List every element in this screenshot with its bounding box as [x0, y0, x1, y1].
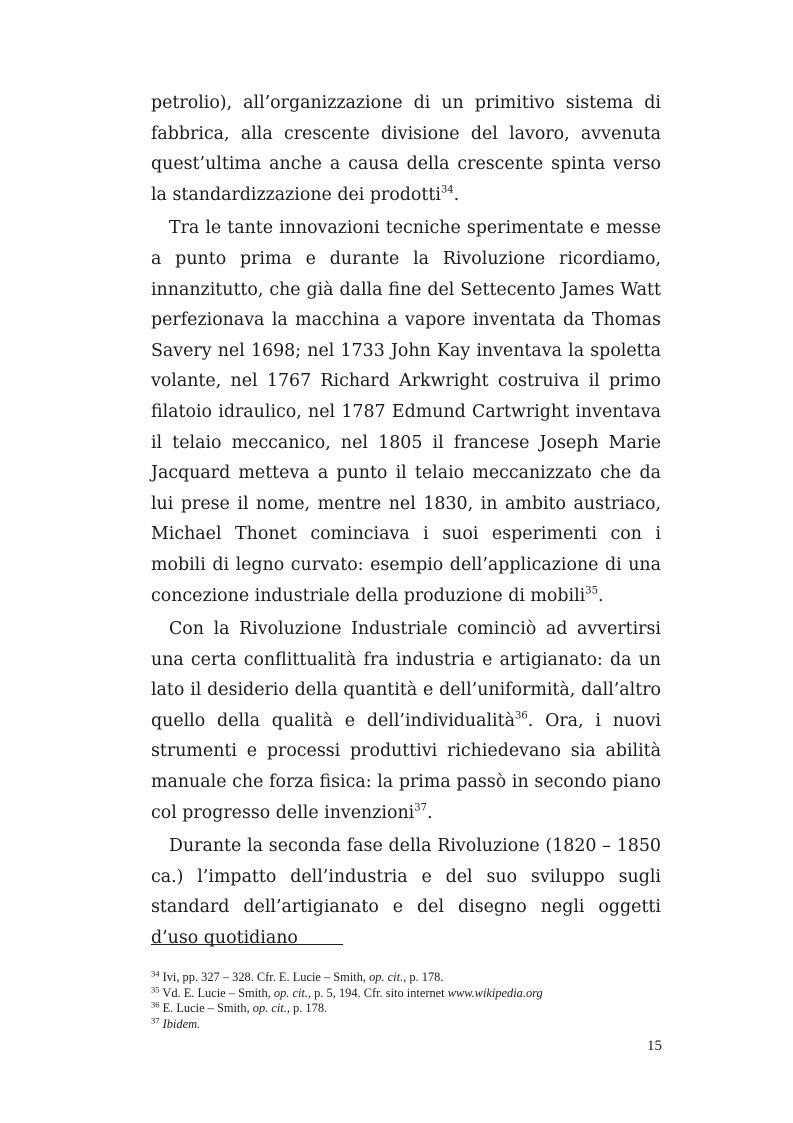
footnote-ref-36[interactable]: 36	[514, 710, 528, 722]
footnote-34: $^{34}$ Ivi, pp. 327 – 328. Cfr. E. Lucie – Smith, op. cit., p. 178.	[151, 968, 444, 984]
paragraph-4: Durante la seconda fase della Rivoluzione (1820 – 1850 ca.) l’impatto dell’industria e del suo sviluppo sugli standard dell’artigianato e del disegno negli oggetti d’uso quotidiano	[151, 836, 661, 949]
paragraph-2: Tra le tante innovazioni tecniche sperimentate e messe a punto prima e durante la Rivoluzione ricordiamo, innanzitutto, che già dalla fine del Settecento James Watt perfezionava la macchina a vapore inventata da Thomas Savery nel 1698; nel 1733 John Kay inventava la spoletta volante, nel 1767 Richard Arkwright costruiva il primo filatoio idraulico, nel 1787 Edmund Cartwright inventava il telaio meccanico, nel 1805 il francese Joseph Marie Jacquard metteva a punto il telaio meccanizzato che da lui prese il nome, mentre nel 1830, in ambito austriaco, Michael Thonet cominciava i suoi esperimenti con i mobili di legno curvato: esempio dell’applicazione di una concezione industriale della produzione di mobili$^{35}$.	[151, 218, 661, 606]
footnotes	[151, 970, 671, 1032]
paragraph-1: petrolio), all’organizzazione di un primitivo sistema di fabbrica, alla crescente divisione del lavoro, avvenuta quest’ultima anche a causa della crescente spinta verso la standardizzazione dei prodotti$^{34}$.	[151, 93, 661, 205]
website-link: www.wikipedia.org	[447, 985, 543, 1000]
page-number: 15	[647, 1038, 662, 1054]
paragraph-3: Con la Rivoluzione Industriale cominciò ad avvertirsi una certa conflittualità fra industria e artigianato: da un lato il desiderio della quantità e dell’uniformità, dall’altro quello della qualità e dell’individualità$^{36}$. Ora, i nuovi strumenti e processi produttivi richiedevano sia abilità manuale che forza fisica: la prima passò in secondo piano col progresso delle invenzioni$^{37}$.	[151, 619, 661, 823]
body-text	[151, 88, 661, 954]
footnote-37: $^{37}$ Ibidem.	[151, 1015, 201, 1031]
footnote-ref-37[interactable]: 37	[414, 802, 427, 814]
footnote-ref-35[interactable]: 35	[585, 585, 598, 596]
footnote-36: $^{36}$ E. Lucie – Smith, op. cit., p. 178.	[151, 999, 328, 1016]
footnote-35: $^{35}$ Vd. E. Lucie – Smith, op. cit., p. 5, 194. Cfr. sito internet www.wikipedia.org	[151, 983, 543, 1000]
footnote-separator	[151, 944, 343, 945]
footnote-ref-34[interactable]: 34	[440, 184, 454, 196]
